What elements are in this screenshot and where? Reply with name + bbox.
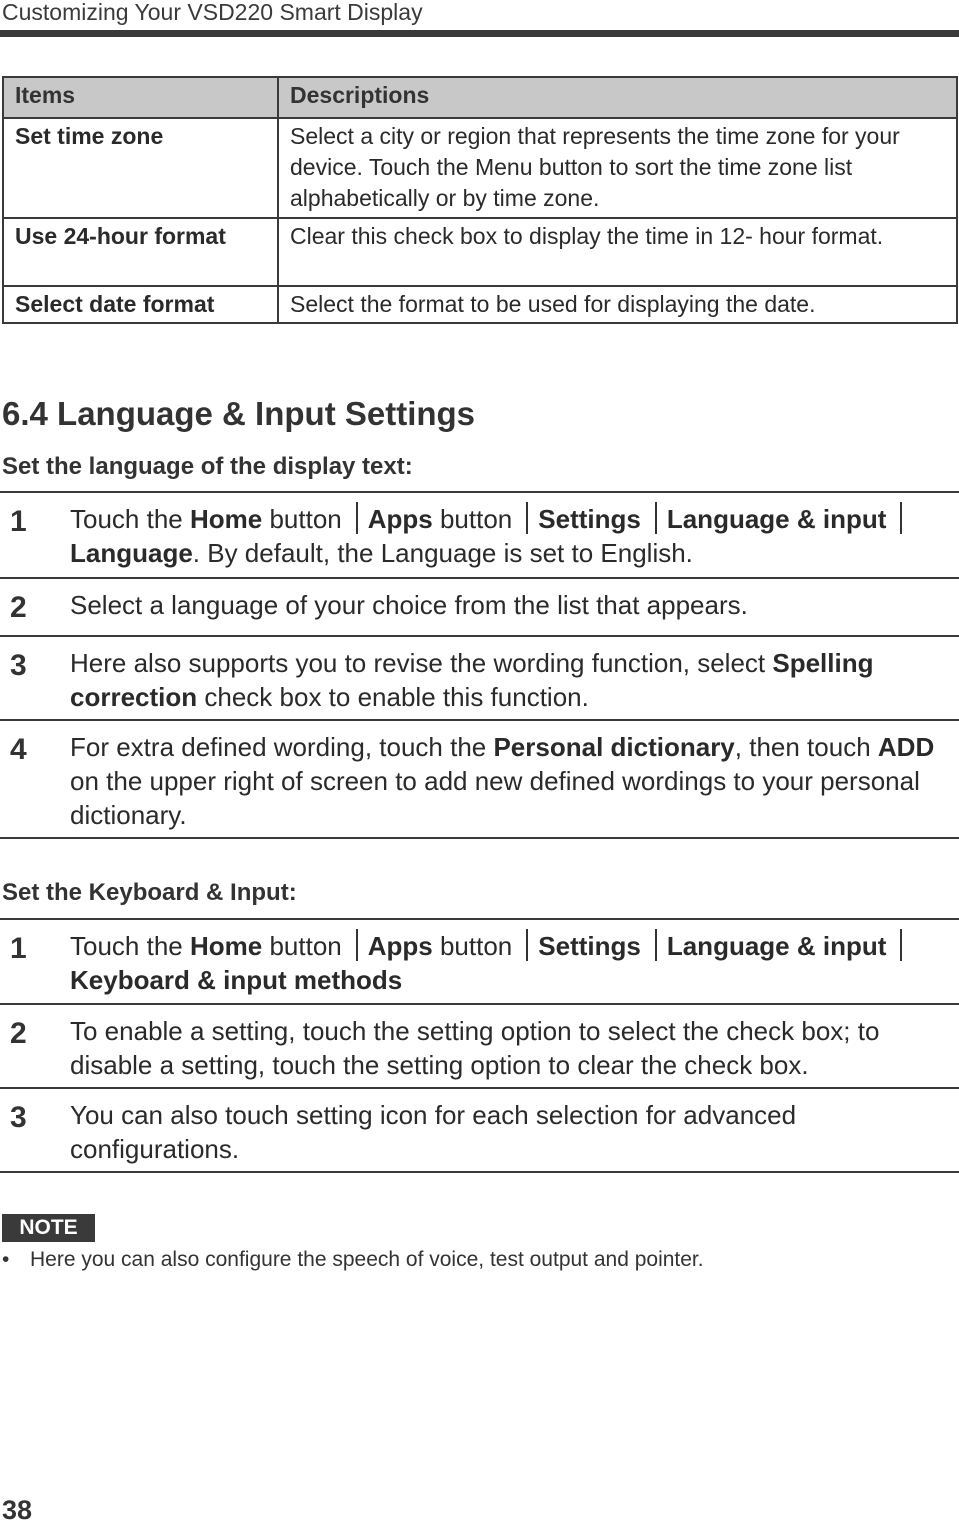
section-title: 6.4 Language & Input Settings bbox=[2, 395, 476, 432]
path-separator bbox=[655, 929, 657, 961]
language-steps bbox=[0, 491, 959, 839]
header-rule bbox=[0, 30, 959, 37]
settings-label: Settings bbox=[538, 931, 641, 961]
keyboard-step-3 bbox=[0, 1087, 959, 1173]
personal-dictionary-label: Personal dictionary bbox=[493, 732, 735, 762]
table-cell-item: Set time zone bbox=[3, 118, 278, 218]
note-badge: NOTE bbox=[2, 1214, 95, 1242]
step-number: 2 bbox=[10, 591, 27, 624]
path-separator bbox=[356, 929, 358, 961]
table-row bbox=[3, 218, 957, 286]
step-text: Here also supports you to revise the wording function, select Spelling correction check box to enable this function. bbox=[70, 648, 874, 712]
home-label: Home bbox=[189, 504, 263, 534]
table-header-items: Items bbox=[3, 77, 278, 118]
language-step-1 bbox=[0, 491, 959, 577]
language-step-4 bbox=[0, 719, 959, 839]
path-separator bbox=[900, 929, 902, 961]
add-label: ADD bbox=[877, 732, 935, 762]
table-row bbox=[3, 286, 957, 323]
step-text: To enable a setting, touch the setting option to select the check box; to disable a setting, touch the setting option to clear the check box. bbox=[70, 1016, 880, 1080]
language-input-label: Language & input bbox=[666, 504, 887, 534]
table-header-row bbox=[3, 77, 957, 118]
spelling-correction-label: Spelling correction bbox=[70, 648, 874, 712]
path-separator bbox=[526, 929, 528, 961]
keyboard-subhead: Set the Keyboard & Input: bbox=[2, 879, 297, 906]
step-number: 1 bbox=[10, 932, 27, 965]
home-label: Home bbox=[189, 931, 263, 961]
language-step-3 bbox=[0, 635, 959, 719]
table-cell-description: Select a city or region that represents the time zone for your device. Touch the Menu button to sort the time zone list alphabetically or by time zone. bbox=[278, 118, 957, 218]
table-header-descriptions: Descriptions bbox=[278, 77, 957, 118]
step-number: 2 bbox=[10, 1017, 27, 1050]
page-number: 38 bbox=[2, 1495, 33, 1525]
keyboard-step-2 bbox=[0, 1003, 959, 1087]
path-separator bbox=[356, 502, 358, 534]
keyboard-steps bbox=[0, 918, 959, 1173]
keyboard-step-1 bbox=[0, 918, 959, 1003]
table-cell-description: Select the format to be used for displaying the date. bbox=[278, 286, 957, 323]
page-header-title: Customizing Your VSD220 Smart Display bbox=[2, 0, 423, 25]
step-number: 3 bbox=[10, 1101, 27, 1134]
path-separator bbox=[526, 502, 528, 534]
note-item bbox=[2, 1248, 704, 1272]
step-number: 1 bbox=[10, 505, 27, 538]
step-text: Select a language of your choice from the list that appears. bbox=[70, 590, 748, 620]
language-step-2 bbox=[0, 577, 959, 635]
table-cell-item: Select date format bbox=[3, 286, 278, 323]
step-text: Touch the Home button Apps button Settings Language & inputLanguage. By default, the Language is set to English. bbox=[70, 493, 959, 570]
language-label: Language bbox=[70, 538, 193, 568]
settings-description-table bbox=[2, 76, 958, 324]
apps-label: Apps bbox=[367, 931, 433, 961]
path-separator bbox=[900, 502, 902, 534]
note-text: Here you can also configure the speech of voice, test output and pointer. bbox=[30, 1248, 704, 1271]
language-subhead: Set the language of the display text: bbox=[2, 453, 413, 480]
bullet: • bbox=[2, 1248, 10, 1271]
path-separator bbox=[655, 502, 657, 534]
step-number: 3 bbox=[10, 649, 27, 682]
table-row bbox=[3, 118, 957, 218]
language-input-label: Language & input bbox=[666, 931, 887, 961]
keyboard-input-methods-label: Keyboard & input methods bbox=[70, 965, 403, 995]
step-text: For extra defined wording, touch the Personal dictionary, then touch ADD on the upper right of screen to add new defined wordings to your personal dictionary. bbox=[70, 732, 935, 830]
step-text: You can also touch setting icon for each selection for advanced configurations. bbox=[70, 1100, 797, 1164]
table-cell-item: Use 24-hour format bbox=[3, 218, 278, 286]
apps-label: Apps bbox=[367, 504, 433, 534]
step-text: Touch the Home button Apps button Settings Language & inputKeyboard & input methods bbox=[70, 920, 959, 997]
table-cell-description: Clear this check box to display the time in 12- hour format. bbox=[278, 218, 957, 286]
settings-label: Settings bbox=[538, 504, 641, 534]
step-number: 4 bbox=[10, 733, 27, 766]
